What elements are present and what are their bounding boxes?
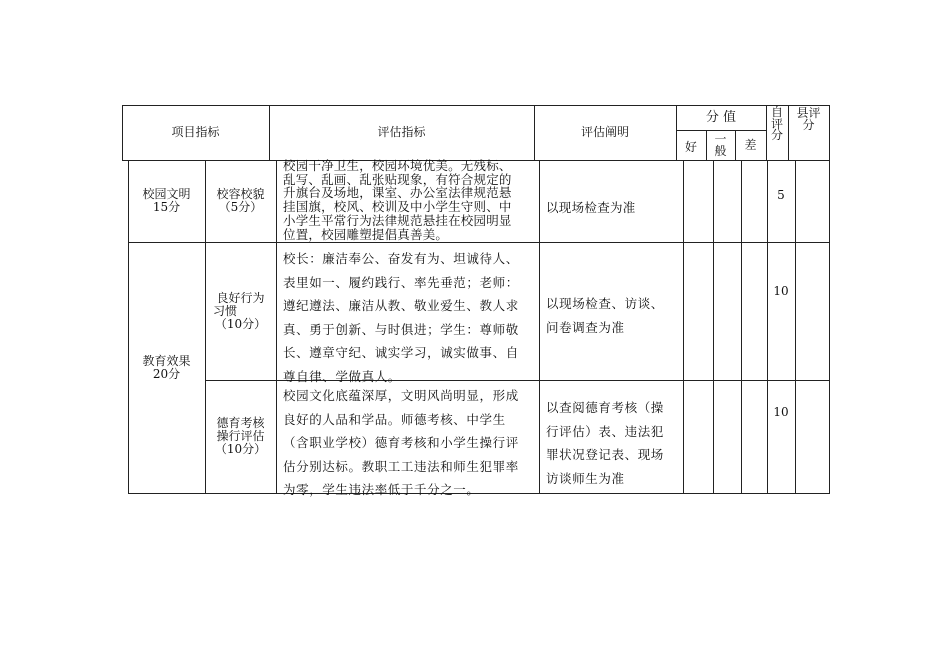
header-good: 好 — [684, 139, 697, 154]
header-eval-explanation: 评估阐明 — [580, 125, 629, 139]
header-poor: 差 — [744, 137, 757, 152]
row3-explanation: 以查阅德育考核（操 行评估）表、违法犯 罪状况登记表、现场 访谈师生为准 — [546, 400, 664, 486]
row1-self-score: 5 — [777, 187, 785, 202]
row3-item — [205, 380, 276, 493]
header-county-score-line-2: 分 — [802, 118, 815, 132]
header-self-score-line-1: 自 — [770, 105, 783, 119]
header-county-score — [788, 105, 829, 139]
row2-category-name: 教育效果 — [142, 353, 191, 368]
row3-self-score: 10 — [773, 404, 789, 419]
header-normal-line-2: 般 — [714, 144, 727, 158]
header-self-score-line-3: 分 — [770, 128, 783, 142]
header-eval-indicator: 评估指标 — [377, 125, 426, 139]
row1-explanation: 以现场检查为准 — [546, 200, 636, 215]
header-project-indicator: 项目指标 — [171, 125, 220, 139]
row2-item-points: （10分） — [214, 316, 267, 331]
row2-category — [128, 242, 205, 493]
row2-explanation: 以现场检查、访谈、 问卷调查为准 — [546, 296, 664, 335]
body-divider-self — [767, 160, 768, 494]
row2-self-score: 10 — [773, 283, 789, 298]
row3-item-name-1: 德育考核 — [216, 416, 265, 430]
header-self-score — [766, 105, 788, 149]
row1-item-points: （5分） — [218, 200, 263, 214]
row2-item-name-1: 良好行为 — [216, 290, 265, 305]
body-divider-poor — [741, 160, 742, 494]
header-normal-line-1: 一 — [714, 132, 727, 146]
row3-item-points: （10分） — [214, 442, 267, 456]
body-divider-criteria — [276, 160, 277, 494]
row2-item-name-2: 习惯 — [213, 303, 238, 318]
header-right-border — [829, 105, 830, 161]
row1-item — [205, 160, 276, 242]
header-normal — [706, 130, 735, 160]
body-right-border — [829, 160, 830, 494]
row2-criteria: 校长：廉洁奉公、奋发有为、坦诚待人、 表里如一、履约践行、率先垂范；老师： 遵纪遵法、廉洁从教、敬业爱生、教人求 真、勇于创新、与时俱进；学生：尊师敬 长、遵章守纪、诚实学习，诚实做事、自 尊自律、学做真人。 — [283, 251, 519, 384]
row1-category-name: 校园文明 — [142, 187, 191, 201]
row2-category-points: 20分 — [152, 366, 181, 381]
body-divider-good — [683, 160, 684, 494]
body-divider-normal — [713, 160, 714, 494]
row1-item-name: 校容校貌 — [216, 187, 265, 201]
row3-item-name-2: 操行评估 — [216, 429, 265, 443]
header-self-score-line-2: 评 — [770, 116, 783, 131]
row1-category — [128, 160, 205, 242]
row1-criteria: 校园干净卫生，校园环境优美。无残标、 乱写、乱画、乱张贴现象，有符合规定的 升旗台及场地，课室、办公室法律规范悬 挂国旗，校风、校训及中小学生守则、中 小学生平常行为法律规范悬挂在校园明显 位置，校园雕塑提倡真善美。 — [283, 158, 512, 242]
header-score-value: 分 值 — [705, 110, 737, 125]
row2-item — [205, 242, 276, 380]
body-divider-county — [795, 160, 796, 494]
row3-criteria: 校园文化底蕴深厚，文明风尚明显，形成 良好的人品和学品。师德考核、中学生 （含职业学校）德育考核和小学生操行评 估分别达标。教职工工违法和师生犯罪率 为零，学生违法率低于千分之一。 — [283, 388, 519, 497]
header-county-score-line-1: 县评 — [796, 106, 821, 120]
body-divider-explanation — [539, 160, 540, 494]
row1-category-points: 15分 — [152, 200, 181, 214]
